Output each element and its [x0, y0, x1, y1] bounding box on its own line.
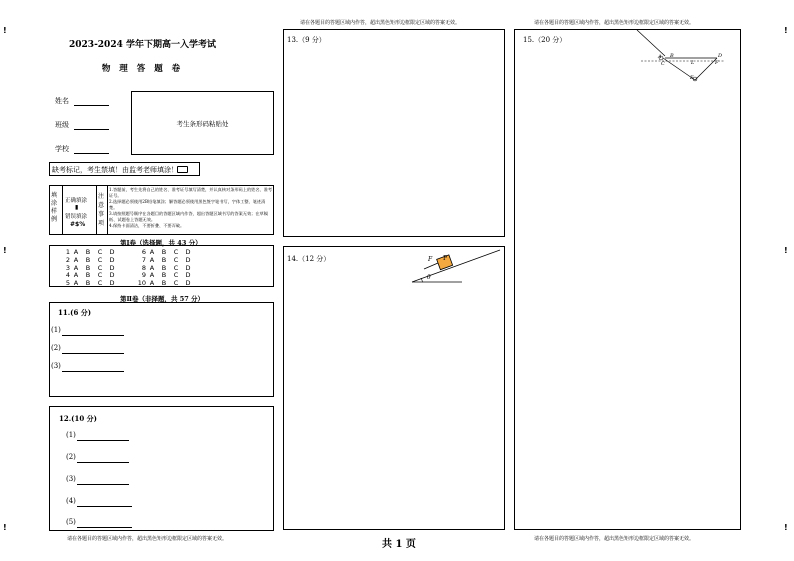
- option-bubble[interactable]: B: [85, 279, 91, 288]
- option-bubble[interactable]: A: [73, 255, 79, 264]
- q15-label-l: L: [691, 60, 695, 66]
- mc-row: [50, 271, 194, 279]
- question-number: 7: [141, 255, 146, 264]
- rope-1: [637, 30, 665, 56]
- option-bubble[interactable]: B: [85, 255, 91, 264]
- q12-answer-3[interactable]: [77, 483, 129, 485]
- q15-figure: [635, 30, 730, 85]
- mc-row: [50, 264, 194, 272]
- boundary-note-bottom-left: 请在各题目的答题区域内作答，超出黑色矩形边框限定区域的答案无效。: [67, 536, 228, 542]
- correct-fill-label: 正确填涂: [65, 198, 88, 204]
- name-field[interactable]: [74, 104, 109, 106]
- option-bubble[interactable]: A: [149, 263, 155, 272]
- note-2: 2.选择题必须使用2B铅笔填涂；解答题必须使用黑色签字笔书写，字体工整、笔迹清楚。: [109, 199, 266, 210]
- option-bubble[interactable]: C: [173, 248, 179, 256]
- exam-subtitle: 物 理 答 题 卷: [101, 64, 184, 74]
- boundary-note-top-right: 请在各题目的答题区域内作答，超出黑色矩形边框限定区域的答案无效。: [534, 20, 695, 26]
- q12-answer-5[interactable]: [77, 526, 132, 528]
- option-bubble[interactable]: D: [109, 263, 115, 272]
- section1-title: 第Ⅰ卷（选择题，共 43 分）: [120, 239, 202, 247]
- option-bubble[interactable]: D: [109, 279, 115, 288]
- force-arrow: [424, 263, 438, 269]
- q12-item-4: (4): [66, 497, 76, 505]
- option-bubble[interactable]: D: [185, 271, 191, 280]
- option-bubble[interactable]: B: [161, 248, 167, 256]
- absent-text: 缺考标记，考生禁填！由监考老师填涂！: [52, 166, 178, 174]
- mc-row: [50, 248, 194, 256]
- school-field[interactable]: [74, 152, 109, 154]
- q12-item-1: (1): [66, 431, 76, 439]
- option-bubble[interactable]: D: [109, 248, 115, 256]
- note-1: 1.答题前，考生先将自己的姓名、准考证号填写清楚，并认真核对条形码上的姓名、准考证号。: [109, 187, 273, 198]
- option-bubble[interactable]: D: [185, 255, 191, 264]
- option-bubble[interactable]: C: [97, 279, 103, 288]
- option-bubble[interactable]: B: [85, 263, 91, 272]
- q14-head: 14.（12 分）: [287, 255, 331, 263]
- corner-mark-bl: !: [3, 523, 7, 532]
- question-number: 8: [141, 263, 146, 272]
- option-bubble[interactable]: B: [161, 255, 167, 264]
- q15-label-a: A: [658, 54, 662, 60]
- option-bubble[interactable]: D: [185, 263, 191, 272]
- option-bubble[interactable]: A: [149, 248, 155, 256]
- q12-head: 12.(10 分): [59, 414, 97, 423]
- q14-block-label: P: [443, 255, 448, 262]
- q12-box: [49, 406, 274, 531]
- option-bubble[interactable]: D: [109, 271, 115, 280]
- option-bubble[interactable]: D: [185, 248, 191, 256]
- q12-answer-2[interactable]: [77, 461, 129, 463]
- q11-answer-2[interactable]: [62, 352, 124, 354]
- q15-label-b: B: [670, 53, 674, 59]
- option-bubble[interactable]: C: [173, 255, 179, 264]
- option-bubble[interactable]: C: [97, 263, 103, 272]
- question-number: 10: [137, 279, 146, 288]
- barcode-label: 考生条形码粘贴处: [176, 120, 229, 128]
- option-bubble[interactable]: B: [161, 271, 167, 280]
- school-label: 学校: [55, 145, 69, 153]
- q12-item-3: (3): [66, 475, 76, 483]
- fill-guide: [49, 185, 274, 235]
- option-bubble[interactable]: A: [73, 248, 79, 256]
- option-bubble[interactable]: B: [85, 271, 91, 280]
- corner-mark-tr: !: [784, 26, 788, 35]
- fill-guide-label: 填涂样例: [51, 192, 58, 223]
- option-bubble[interactable]: A: [73, 271, 79, 280]
- notes-label: 注意事项: [98, 193, 105, 227]
- mc-row: [50, 279, 194, 287]
- question-number: 4: [65, 271, 70, 280]
- question-number: 9: [141, 271, 146, 280]
- correct-fill-mark: ▮: [75, 204, 79, 211]
- corner-mark-tl: !: [3, 26, 7, 35]
- class-field[interactable]: [74, 128, 109, 130]
- q11-box: [49, 302, 274, 397]
- q11-item-3: (3): [51, 362, 61, 370]
- q15-box: [514, 29, 741, 530]
- q12-answer-4[interactable]: [77, 505, 132, 507]
- option-bubble[interactable]: A: [73, 279, 79, 288]
- note-3: 3.请按照题号顺序在各题目的答题区域内作答，超出答题区域书写的答案无效；在草稿纸、试题卷上答题无效。: [109, 211, 268, 222]
- q11-item-1: (1): [51, 326, 61, 334]
- corner-mark-mr: !: [784, 246, 788, 255]
- option-bubble[interactable]: C: [173, 279, 179, 288]
- option-bubble[interactable]: C: [97, 255, 103, 264]
- exam-title: 2023-2024 学年下期高一入学考试: [69, 40, 216, 50]
- boundary-note-top-mid: 请在各题目的答题区域内作答，超出黑色矩形边框限定区域的答案无效。: [300, 20, 461, 26]
- q15-label-d: D: [718, 53, 723, 59]
- q14-figure: [404, 247, 504, 287]
- mc-row: [50, 256, 194, 264]
- option-bubble[interactable]: C: [97, 271, 103, 280]
- option-bubble[interactable]: B: [161, 263, 167, 272]
- ramp-right: [695, 58, 717, 80]
- wrong-fill-label: 错误填涂: [65, 214, 88, 220]
- question-number: 2: [65, 255, 70, 264]
- corner-mark-br: !: [784, 523, 788, 532]
- q13-box: [283, 29, 505, 237]
- q12-item-2: (2): [66, 453, 76, 461]
- q15-label-e: E: [690, 75, 694, 81]
- option-bubble[interactable]: D: [109, 255, 115, 264]
- q11-answer-1[interactable]: [62, 334, 124, 336]
- option-bubble[interactable]: A: [149, 255, 155, 264]
- q12-item-5: (5): [66, 518, 76, 526]
- q14-angle-label: θ: [427, 274, 431, 281]
- q11-head: 11.(6 分): [58, 308, 92, 317]
- absent-checkbox[interactable]: [177, 166, 188, 173]
- page-footer: 共 1 页: [382, 539, 416, 550]
- barcode-box: [131, 91, 274, 155]
- q12-answer-1[interactable]: [77, 439, 129, 441]
- question-number: 6: [141, 248, 146, 256]
- q11-item-2: (2): [51, 344, 61, 352]
- option-bubble[interactable]: C: [173, 263, 179, 272]
- q14-force-label: F: [428, 256, 433, 263]
- incline-line: [412, 250, 500, 282]
- corner-mark-ml: !: [3, 246, 7, 255]
- option-bubble[interactable]: A: [149, 279, 155, 288]
- boundary-note-bottom-right: 请在各题目的答题区域内作答，超出黑色矩形边框限定区域的答案无效。: [534, 536, 695, 542]
- note-4: 4.保持卡面清洁，不要折叠、不要弄破。: [109, 223, 185, 228]
- absent-box: [49, 162, 200, 176]
- notes-list: [109, 187, 273, 229]
- q11-answer-3[interactable]: [62, 370, 124, 372]
- option-bubble[interactable]: B: [161, 279, 167, 288]
- q14-box: [283, 246, 505, 530]
- question-number: 1: [65, 248, 70, 256]
- option-bubble[interactable]: B: [85, 248, 91, 256]
- question-number: 3: [65, 263, 70, 272]
- class-label: 班级: [55, 121, 69, 129]
- q15-label-f: F: [715, 60, 719, 66]
- name-label: 姓名: [55, 97, 69, 105]
- option-bubble[interactable]: D: [185, 279, 191, 288]
- q15-label-c: C: [661, 61, 665, 67]
- option-bubble[interactable]: A: [149, 271, 155, 280]
- option-bubble[interactable]: C: [97, 248, 103, 256]
- option-bubble[interactable]: C: [173, 271, 179, 280]
- option-bubble[interactable]: A: [73, 263, 79, 272]
- section2-title: 第Ⅱ卷（非择题，共 57 分）: [120, 295, 205, 303]
- wrong-fill-marks: #$%: [70, 221, 86, 228]
- question-number: 5: [65, 279, 70, 288]
- q13-head: 13.（9 分）: [287, 36, 326, 44]
- q15-head: 15.（20 分）: [523, 36, 567, 44]
- section1-answers: [49, 245, 274, 287]
